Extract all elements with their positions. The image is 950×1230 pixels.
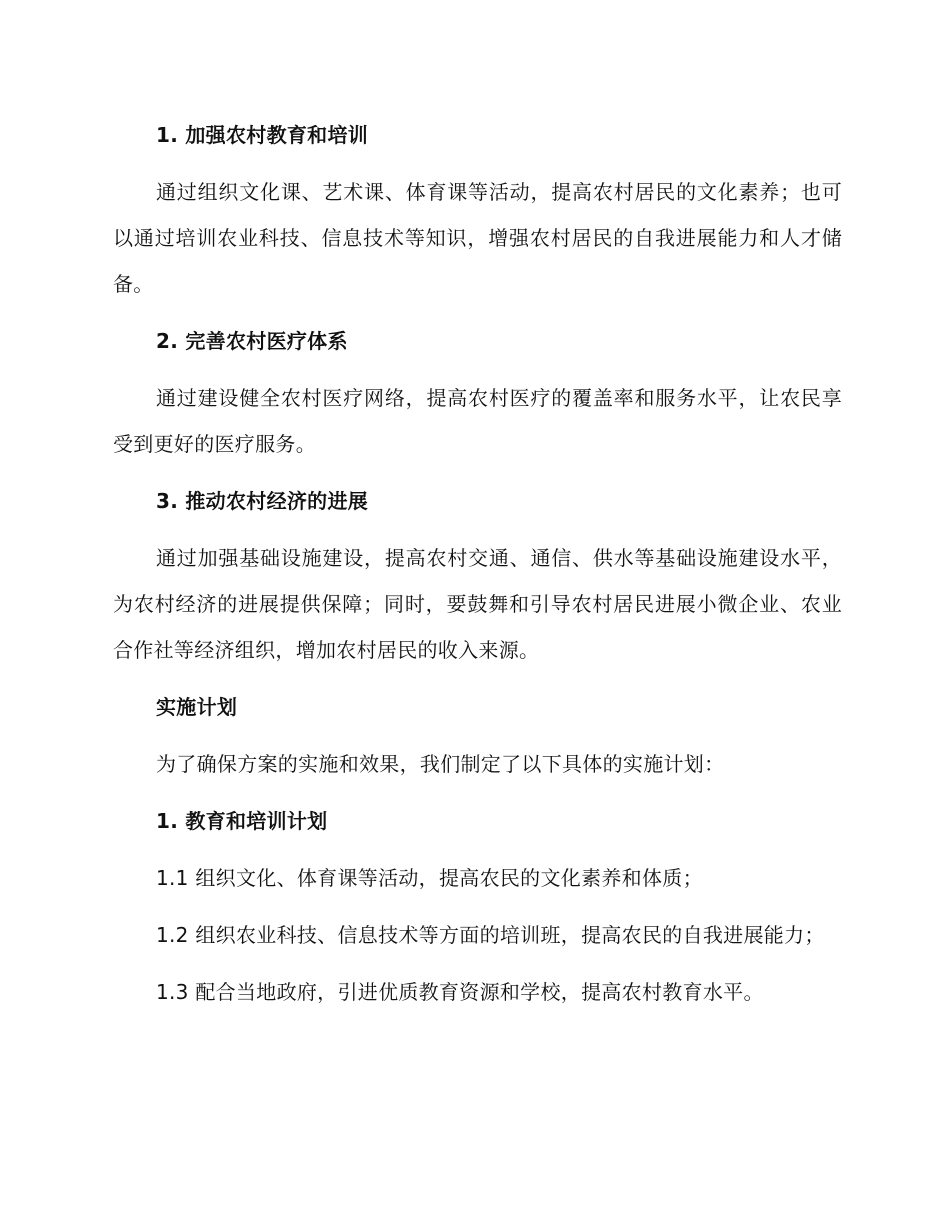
section3-heading: 3. 推动农村经济的进展	[156, 489, 369, 513]
plan1-item-2: 1.2 组织农业科技、信息技术等方面的培训班，提高农民的自我进展能力；	[156, 923, 825, 947]
plan1-item-1: 1.1 组织文化、体育课等活动，提高农民的文化素养和体质；	[156, 866, 703, 890]
plan-heading: 实施计划	[156, 695, 238, 719]
plan-intro: 为了确保方案的实施和效果，我们制定了以下具体的实施计划：	[156, 752, 725, 776]
section2-body: 通过建设健全农村医疗网络，提高农村医疗的覆盖率和服务水平，让农民享受到更好的医疗服务。	[113, 386, 842, 456]
plan1-item-3: 1.3 配合当地政府，引进优质教育资源和学校，提高农村教育水平。	[156, 980, 764, 1004]
section3-body: 通过加强基础设施建设，提高农村交通、通信、供水等基础设施建设水平，为农村经济的进展提供保障；同时，要鼓舞和引导农村居民进展小微企业、农业合作社等经济组织，增加农村居民的收入来源。	[113, 546, 842, 662]
section1-heading: 1. 加强农村教育和培训	[156, 123, 369, 147]
section1-body: 通过组织文化课、艺术课、体育课等活动，提高农村居民的文化素养；也可以通过培训农业科技、信息技术等知识，增强农村居民的自我进展能力和人才储备。	[113, 180, 842, 296]
section2-heading: 2. 完善农村医疗体系	[156, 329, 348, 353]
plan1-heading: 1. 教育和培训计划	[156, 809, 328, 833]
